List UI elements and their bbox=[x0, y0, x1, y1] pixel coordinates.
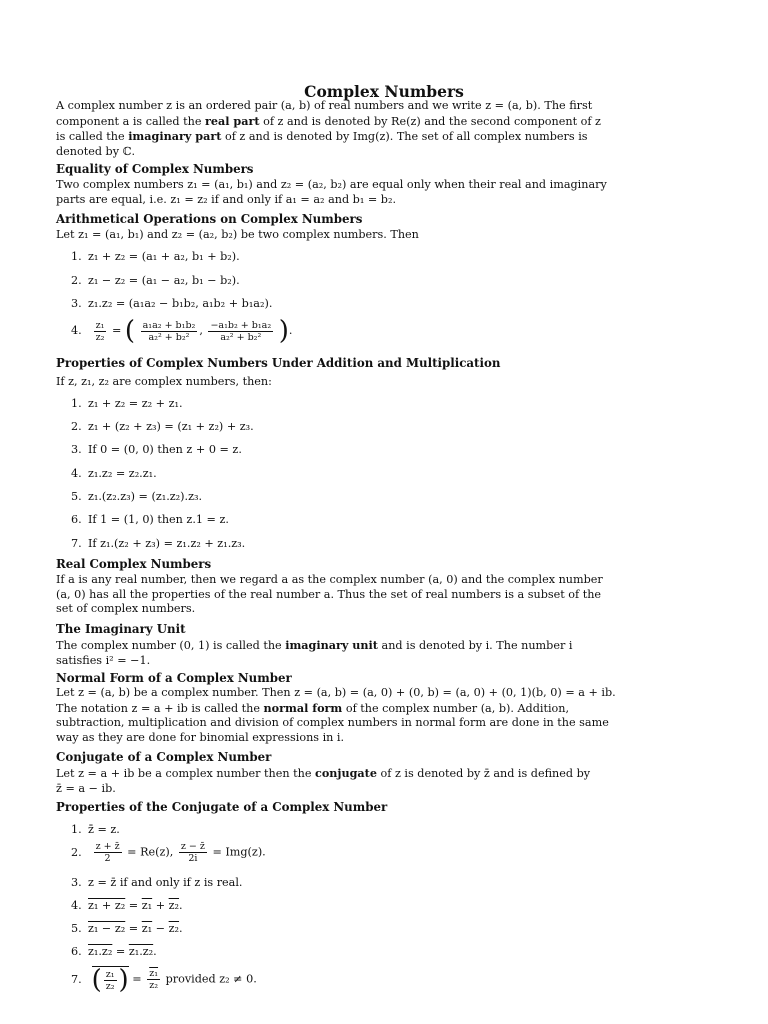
properties-intro: If z, z₁, z₂ are complex numbers, then: bbox=[56, 375, 272, 388]
list-item: 1. z₁ + z₂ = z₂ + z₁. bbox=[71, 397, 183, 410]
list-item: 6. If 1 = (1, 0) then z.1 = z. bbox=[71, 513, 229, 526]
section-heading-arithmetic: Arithmetical Operations on Complex Numbers bbox=[56, 212, 363, 226]
list-item: 4. z₁.z₂ = z₂.z₁. bbox=[71, 467, 157, 480]
normal-form-paragraph: Let z = (a, b) be a complex number. Then z = (a, b) = (a, 0) + (0, b) = (a, 0) + (0, 1)(b, 0) = a + ib. The notation z = a + ib is called the normal form of the complex number (a, b). Addition, subtraction, multiplication and division of complex numbers in normal form are done in the same way as they are done for binomial expressions in i. bbox=[56, 686, 616, 744]
list-item: 7. If z₁.(z₂ + z₃) = z₁.z₂ + z₁.z₃. bbox=[71, 537, 246, 550]
section-heading-properties: Properties of Complex Numbers Under Addition and Multiplication bbox=[56, 356, 501, 370]
list-item: 3. z₁.z₂ = (a₁a₂ − b₁b₂, a₁b₂ + b₁a₂). bbox=[71, 297, 273, 310]
list-item-division-formula: 4. $\frac{\text{z₁}}{\text{z₂}}$ = ( $\frac{\text{a₁a₂ + b₁b₂}}{\text{a₂² + b₂²}}$ , $\frac{\text{−a₁b₂ + b₁a₂}}{\text{a₂² + b₂²}}$ ). bbox=[71, 316, 293, 346]
left-paren: ( bbox=[124, 316, 136, 346]
list-item: 1. z₁ + z₂ = (a₁ + a₂, b₁ + b₂). bbox=[71, 250, 240, 263]
section-heading-real: Real Complex Numbers bbox=[56, 557, 212, 571]
list-item: 2. z₁ + (z₂ + z₃) = (z₁ + z₂) + z₃. bbox=[71, 420, 254, 433]
fraction: $\frac{\text{−a₁b₂ + b₁a₂}}{\text{a₂² + b₂²}}$ bbox=[210, 319, 272, 343]
fraction: $\frac{\text{z₁}}{\text{z₂}}$ bbox=[149, 968, 159, 991]
list-item: 5. z₁ − z₂ = z₁ − z₂. bbox=[71, 922, 183, 935]
conjugate-paragraph: Let z = a + ib be a complex number then the conjugate of z is denoted by z̄ and is defined by z̄ = a − ib. bbox=[56, 766, 591, 795]
list-item: 2. z₁ − z₂ = (a₁ − a₂, b₁ − b₂). bbox=[71, 274, 240, 287]
page-title: Complex Numbers bbox=[304, 82, 464, 101]
section-heading-conjugate-properties: Properties of the Conjugate of a Complex Number bbox=[56, 800, 388, 814]
list-item: 2. $\frac{z + z̄}{2}$ = Re(z), $\frac{z - z̄}{2i}$ = Img(z). bbox=[71, 841, 266, 864]
list-item: 1. z̄̄ = z. bbox=[71, 823, 120, 836]
equality-paragraph: Two complex numbers z₁ = (a₁, b₁) and z₂ = (a₂, b₂) are equal only when their real and imaginary parts are equal, i.e. z₁ = z₂ if and only if a₁ = a₂ and b₁ = b₂. bbox=[56, 178, 607, 206]
section-heading-equality: Equality of Complex Numbers bbox=[56, 162, 254, 176]
fraction: $\frac{\text{z₁}}{\text{z₂}}$ bbox=[105, 968, 115, 992]
arithmetic-intro: Let z₁ = (a₁, b₁) and z₂ = (a₂, b₂) be two complex numbers. Then bbox=[56, 228, 419, 241]
section-heading-conjugate: Conjugate of a Complex Number bbox=[56, 750, 272, 764]
list-item: 3. z = z̄ if and only if z is real. bbox=[71, 876, 243, 889]
right-paren: ) bbox=[278, 316, 289, 346]
right-paren: ) bbox=[118, 965, 129, 995]
imaginary-paragraph: The complex number (0, 1) is called the imaginary unit and is denoted by i. The number i satisfies i² = −1. bbox=[56, 638, 573, 667]
list-item: 6. z₁.z₂ = z₁.z₂. bbox=[71, 945, 157, 958]
section-heading-imaginary: The Imaginary Unit bbox=[56, 622, 186, 636]
list-item: 7. ( $\frac{\text{z₁}}{\text{z₂}}$ ) = $\frac{\text{z₁}}{\text{z₂}}$ provided z₂ ≠ 0. bbox=[71, 965, 257, 995]
fraction: $\frac{z + z̄}{2}$ bbox=[95, 841, 120, 864]
list-item: 4. z₁ + z₂ = z₁ + z₂. bbox=[71, 899, 183, 912]
fraction: $\frac{\text{z₁}}{\text{z₂}}$ bbox=[95, 319, 105, 343]
list-item: 5. z₁.(z₂.z₃) = (z₁.z₂).z₃. bbox=[71, 490, 202, 503]
left-paren: ( bbox=[91, 965, 102, 995]
intro-paragraph: A complex number z is an ordered pair (a, b) of real numbers and we write z = (a, b). The first component a is called the real part of z and is denoted by Re(z) and the second component of z is called the imaginary part of z and is denoted by Img(z). The set of all complex numbers is denoted by ℂ. bbox=[56, 99, 601, 158]
fraction: $\frac{\text{a₁a₂ + b₁b₂}}{\text{a₂² + b₂²}}$ bbox=[142, 319, 196, 343]
section-heading-normal-form: Normal Form of a Complex Number bbox=[56, 671, 292, 685]
real-paragraph: If a is any real number, then we regard a as the complex number (a, 0) and the complex number (a, 0) has all the properties of the real number a. Thus the set of real numbers is a subset of the set of complex numbers. bbox=[56, 573, 603, 616]
fraction: $\frac{z - z̄}{2i}$ bbox=[180, 841, 205, 864]
list-item: 3. If 0 = (0, 0) then z + 0 = z. bbox=[71, 443, 242, 456]
